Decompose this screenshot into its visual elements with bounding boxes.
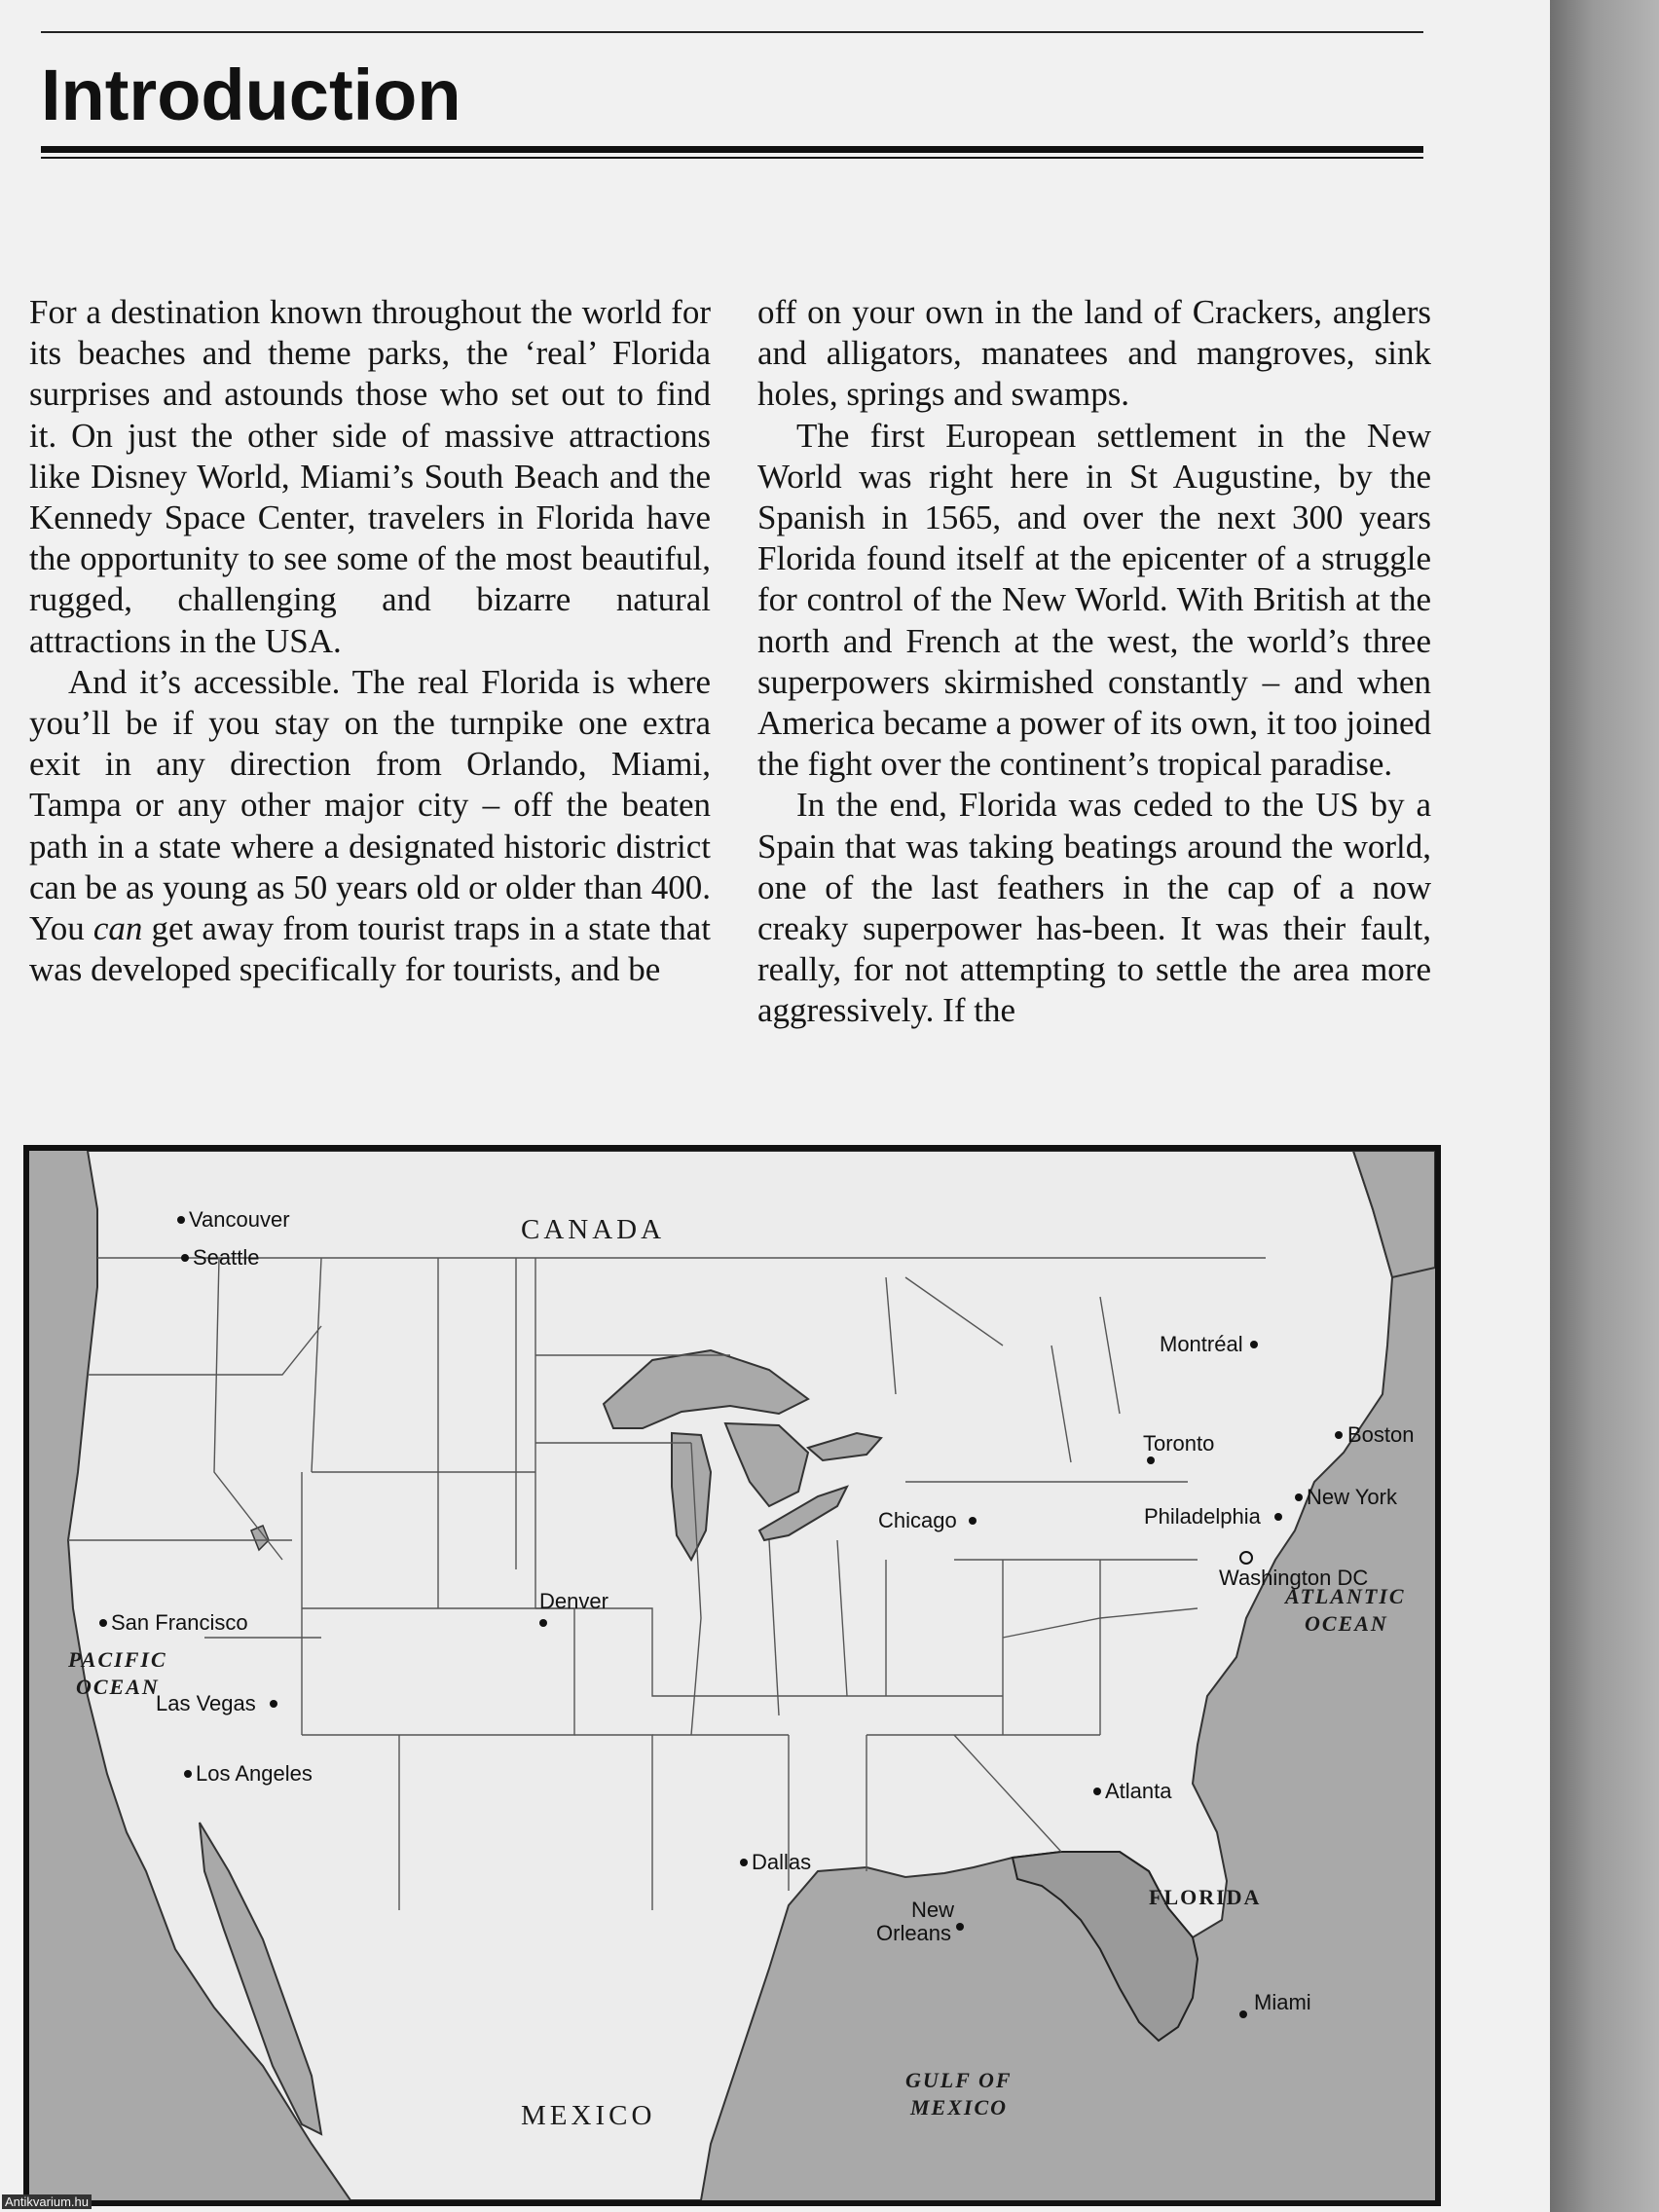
- gulf-of-mexico-label: MEXICO: [910, 2095, 1009, 2120]
- city-philadelphia: Philadelphia: [1144, 1504, 1261, 1529]
- atlantic-ocean-label: OCEAN: [1305, 1611, 1388, 1636]
- city-dot: [1295, 1493, 1303, 1501]
- header-top-rule: [41, 31, 1423, 33]
- pacific-ocean-label: PACIFIC: [68, 1647, 167, 1672]
- city-dot: [270, 1700, 277, 1708]
- city-toronto: Toronto: [1143, 1431, 1215, 1456]
- paragraph: For a destination known throughout the world for its beaches and theme parks, the ‘real’ Florida surprises and astounds those who set out to find it. On just the other side of massive attractions like Disney World, Miami’s South Beach and the Kennedy Space Center, travelers in Florida have the opportunity to see some of the most beautiful, rugged, challenging and bizarre natural attractions in the USA.: [29, 293, 711, 660]
- city-atlanta: Atlanta: [1105, 1779, 1172, 1803]
- page-edge-shadow: [1550, 0, 1659, 2212]
- city-washington-dc: Washington DC: [1219, 1566, 1369, 1590]
- watermark: Antikvarium.hu: [2, 2194, 92, 2209]
- city-dot: [1274, 1513, 1282, 1521]
- city-dot: [1093, 1788, 1101, 1795]
- city-miami: Miami: [1254, 1990, 1311, 2014]
- city-new-orleans: New: [911, 1898, 955, 1922]
- pacific-ocean-label: OCEAN: [76, 1675, 160, 1699]
- city-dot: [1147, 1456, 1155, 1464]
- city-dot: [184, 1770, 192, 1778]
- city-chicago: Chicago: [878, 1508, 957, 1532]
- text-column-left: [29, 292, 711, 990]
- paragraph: In the end, Florida was ceded to the US by a Spain that was taking beatings around the world, one of the last feathers in the cap of a now creaky superpower has-been. It was their fault, really, for not attempting to settle the area more aggressively. If the: [757, 786, 1431, 1030]
- city-montreal: Montréal: [1160, 1332, 1243, 1356]
- city-los-angeles: Los Angeles: [196, 1761, 313, 1786]
- atlantic-ocean-label: ATLANTIC: [1285, 1584, 1406, 1608]
- city-vancouver: Vancouver: [189, 1207, 290, 1232]
- paragraph: off on your own in the land of Crackers, anglers and alligators, manatees and mangroves, sink holes, springs and swamps.: [757, 293, 1431, 414]
- header-rule-thin: [41, 157, 1423, 159]
- city-denver: Denver: [539, 1589, 608, 1613]
- paragraph: The first European settlement in the New World was right here in St Augustine, by the Spanish in 1565, and over the next 300 years Florida found itself at the epicenter of a struggle for control of the New World. With British at the north and French at the west, the world’s three superpowers skirmished constantly – and when America became a power of its own, it too joined the fight over the continent’s tropical paradise.: [757, 416, 1432, 784]
- city-las-vegas: Las Vegas: [156, 1691, 256, 1715]
- page-title: Introduction: [41, 55, 461, 135]
- paragraph-text: get away from tourist traps in a state that was developed specifically for tourists, and be: [29, 909, 711, 989]
- city-seattle: Seattle: [193, 1245, 260, 1270]
- city-new-york: New York: [1307, 1485, 1397, 1509]
- city-dot: [969, 1517, 977, 1525]
- city-dot: [740, 1859, 748, 1866]
- city-dallas: Dallas: [752, 1850, 812, 1874]
- map-graphic: [29, 1151, 1435, 2200]
- usa-map: [23, 1145, 1441, 2206]
- florida-label: FLORIDA: [1149, 1885, 1262, 1909]
- city-dot: [1335, 1431, 1343, 1439]
- city-boston: Boston: [1347, 1422, 1415, 1447]
- paragraph: [29, 662, 711, 991]
- canada-label: CANADA: [521, 1214, 666, 1245]
- mexico-label: MEXICO: [521, 2100, 656, 2131]
- city-dot: [539, 1619, 547, 1627]
- city-dot: [181, 1254, 189, 1262]
- paragraph-text: And it’s accessible. The real Florida is where you’ll be if you stay on the turnpike one extra exit in any direction from Orlando, Miami, Tampa or any other major city – off the beaten path in a state where a designated historic district can be as young as 50 years old or older than 400. You: [29, 662, 711, 948]
- city-dot: [99, 1619, 107, 1627]
- city-dot: [956, 1923, 964, 1931]
- text-column-right: [757, 292, 1431, 1032]
- emphasis-text: can: [92, 909, 143, 948]
- gulf-of-mexico-label: GULF OF: [905, 2068, 1013, 2092]
- city-san-francisco: San Francisco: [111, 1610, 248, 1635]
- city-new-orleans: Orleans: [876, 1921, 952, 1945]
- city-dot: [177, 1216, 185, 1224]
- city-dot: [1239, 2010, 1247, 2018]
- city-dot: [1250, 1341, 1258, 1348]
- header-rule-thick: [41, 146, 1423, 153]
